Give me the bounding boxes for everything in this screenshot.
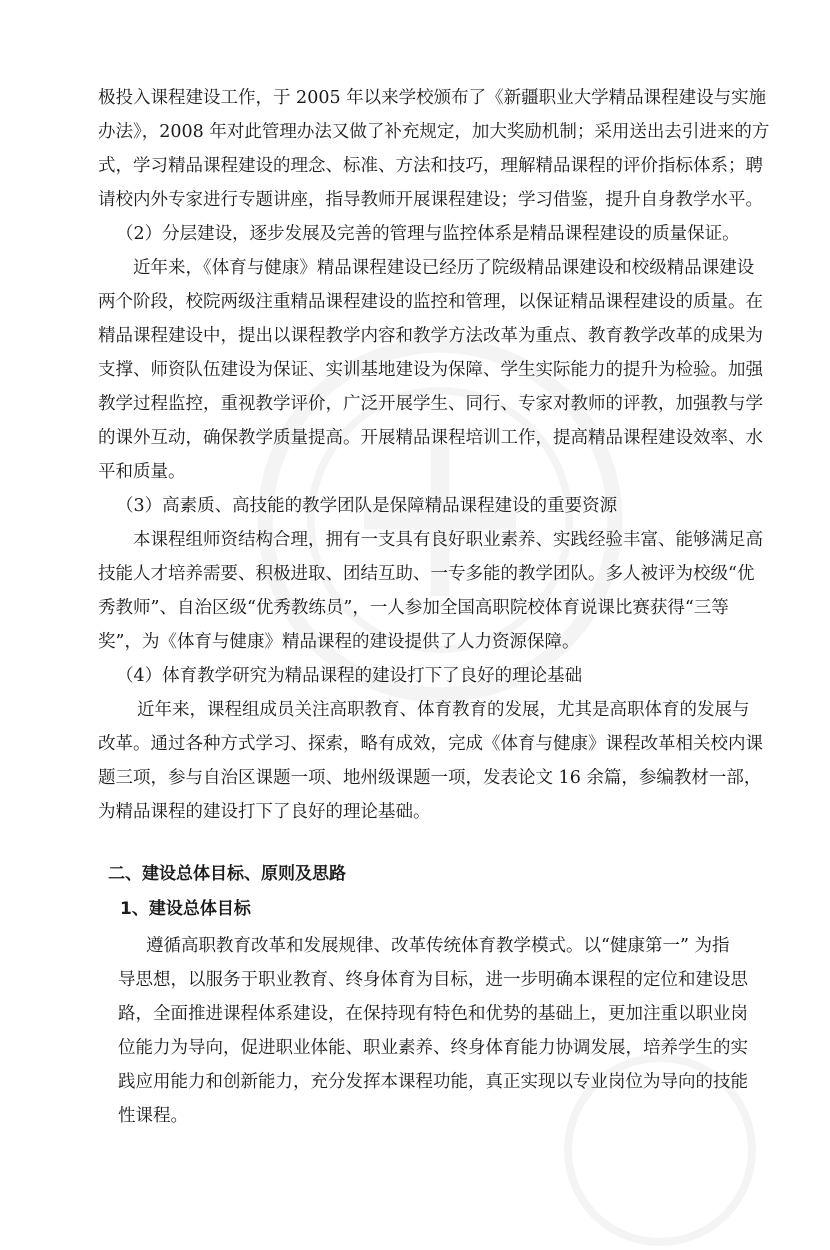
paragraph-line: 位能力为导向，促进职业体能、职业素养、终身体育能力协调发展，培养学生的实 [118,1038,748,1058]
paragraph-line: 两个阶段，校院两级注重精品课程建设的监控和管理，以保证精品课程建设的质量。在 [98,292,763,312]
paragraph-line: 技能人才培养需要、积极进取、团结互助、一专多能的教学团队。多人被评为校级“优 [98,564,755,584]
watermark-seal-icon [250,330,630,710]
paragraph-line: 本课程组师资结构合理，拥有一支具有良好职业素养、实践经验丰富、能够满足高 [133,530,763,550]
paragraph-line: 请校内外专家进行专题讲座，指导教师开展课程建设；学习借鉴，提升自身教学水平。 [98,190,763,210]
paragraph-line: 奖”，为《体育与健康》精品课程的建设提供了人力资源保障。 [98,632,580,652]
subheading-line: （4）体育教学研究为精品课程的建设打下了良好的理论基础 [116,666,583,686]
section-heading: 二、建设总体目标、原则及思路 [108,864,346,884]
paragraph-line: 题三项，参与自治区课题一项、地州级课题一项，发表论文 16 余篇，参编教材一部， [98,768,762,788]
subheading-line: （3）高素质、高技能的教学团队是保障精品课程建设的重要资源 [116,496,618,516]
paragraph-line: 改革。通过各种方式学习、探索，略有成效，完成《体育与健康》课程改革相关校内课 [98,734,763,754]
paragraph-line: 秀教师”、自治区级“优秀教练员”，一人参加全国高职院校体育说课比赛获得“三等 [98,598,729,618]
paragraph-line: 为精品课程的建设打下了良好的理论基础。 [98,802,431,822]
subheading-line: （2）分层建设，逐步发展及完善的管理与监控体系是精品课程建设的质量保证。 [116,224,740,244]
paragraph-line: 遵循高职教育改革和发展规律、改革传统体育教学模式。以“健康第一” 为指 [146,936,730,956]
paragraph-line: 极投入课程建设工作，于 2005 年以来学校颁布了《新疆职业大学精品课程建设与实施 [98,88,767,108]
paragraph-line: 近年来，课程组成员关注高职教育、体育教育的发展，尤其是高职体育的发展与 [137,700,750,720]
paragraph-line: 办法》，2008 年对此管理办法又做了补充规定，加大奖励机制；采用送出去引进来的方 [98,122,770,142]
paragraph-line: 导思想，以服务于职业教育、终身体育为目标，进一步明确本课程的定位和建设思 [118,970,748,990]
subsection-heading: 1、建设总体目标 [120,899,251,919]
paragraph-line: 路，全面推进课程体系建设，在保持现有特色和优势的基础上，更加注重以职业岗 [118,1004,748,1024]
paragraph-line: 近年来，《体育与健康》精品课程建设已经历了院级精品课建设和校级精品课建设 [133,258,755,278]
paragraph-line: 精品课程建设中，提出以课程教学内容和教学方法改革为重点、教育教学改革的成果为 [98,326,763,346]
paragraph-line: 平和质量。 [98,462,186,482]
paragraph-line: 的课外互动，确保教学质量提高。开展精品课程培训工作，提高精品课程建设效率、水 [98,428,763,448]
paragraph-line: 支撑、师资队伍建设为保证、实训基地建设为保障、学生实际能力的提升为检验。加强 [98,360,763,380]
paragraph-line: 性课程。 [118,1106,188,1126]
paragraph-line: 式，学习精品课程建设的理念、标准、方法和技巧，理解精品课程的评价指标体系；聘 [98,156,763,176]
paragraph-line: 教学过程监控，重视教学评价，广泛开展学生、同行、专家对教师的评教，加强教与学 [98,394,763,414]
paragraph-line: 践应用能力和创新能力，充分发挥本课程功能，真正实现以专业岗位为导向的技能 [118,1072,748,1092]
